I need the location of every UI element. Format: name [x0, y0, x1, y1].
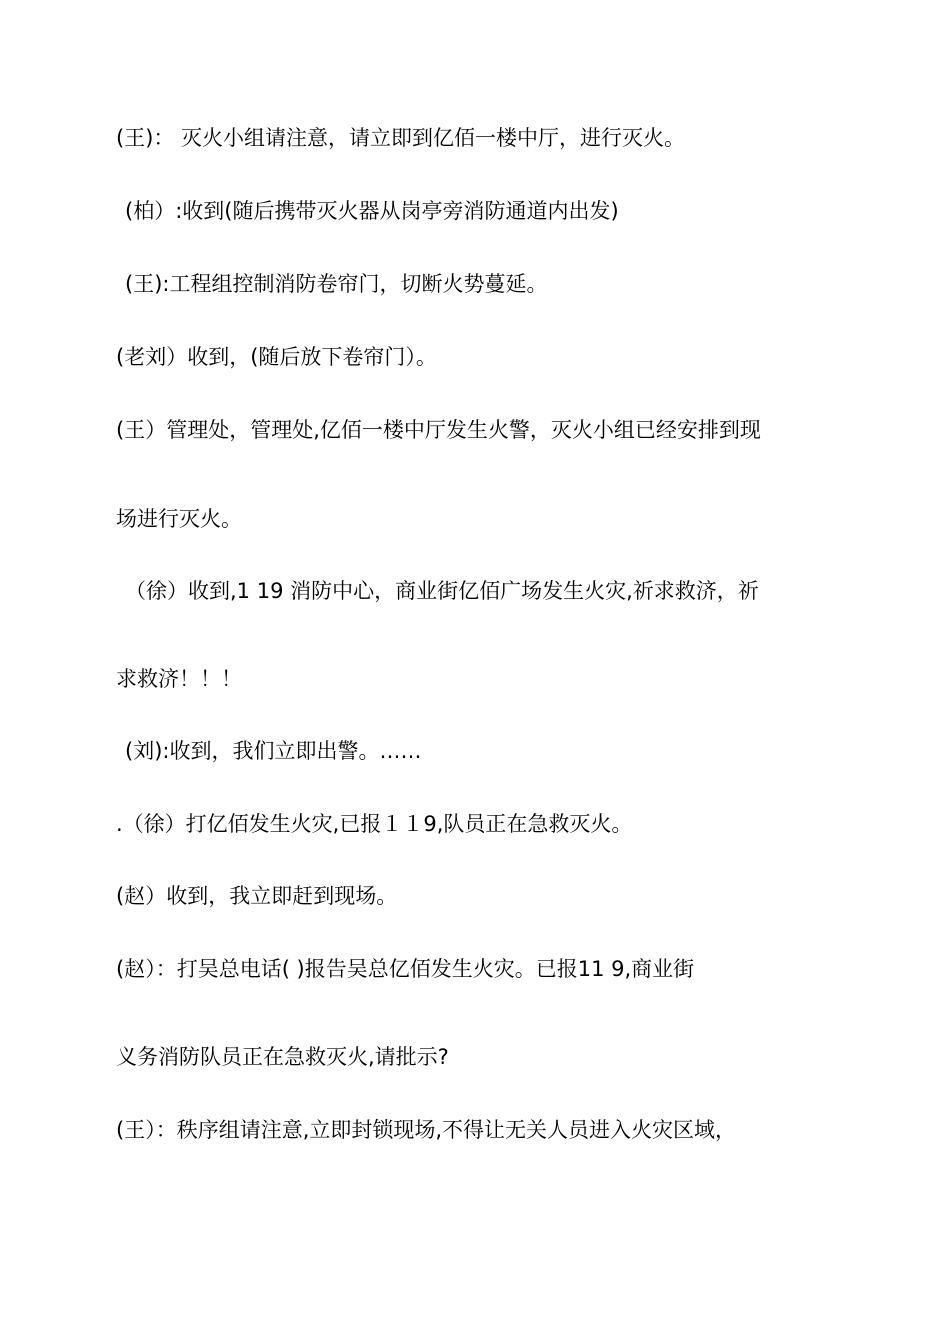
- dialogue-line: (王）管理处，管理处,亿佰一楼中厅发生火警，灭火小组已经安排到现: [116, 418, 761, 442]
- dialogue-line: (赵）：打吴总电话( )报告吴总亿佰发生火灾。已报11 9,商业街: [116, 957, 695, 981]
- dialogue-line: (刘):收到，我们立即出警。……: [125, 739, 422, 763]
- dialogue-line: (赵）收到，我立即赶到现场。: [116, 884, 398, 908]
- dialogue-line-continuation: 场进行灭火。: [116, 507, 242, 531]
- dialogue-line: (老刘）收到，(随后放下卷帘门）。: [116, 345, 437, 369]
- dialogue-line: .（徐）打亿佰发生火灾,已报１１9,队员正在急救灭火。: [116, 812, 633, 836]
- dialogue-line-continuation: 义务消防队员正在急救灭火,请批示?: [116, 1045, 449, 1069]
- dialogue-line: (王):工程组控制消防卷帘门，切断火势蔓延。: [125, 272, 548, 296]
- dialogue-line: (王）：秩序组请注意,立即封锁现场,不得让无关人员进入火灾区域，: [116, 1118, 737, 1142]
- dialogue-line: (柏）:收到(随后携带灭火器从岗亭旁消防通道内出发): [125, 199, 619, 223]
- dialogue-line: (王)： 灭火小组请注意，请立即到亿佰一楼中厅，进行灭火。: [116, 126, 686, 150]
- dialogue-line-continuation: 求救济！！！: [116, 667, 242, 691]
- dialogue-line: （徐）收到,1 19 消防中心，商业街亿佰广场发生火灾,祈求救济，祈: [125, 579, 759, 603]
